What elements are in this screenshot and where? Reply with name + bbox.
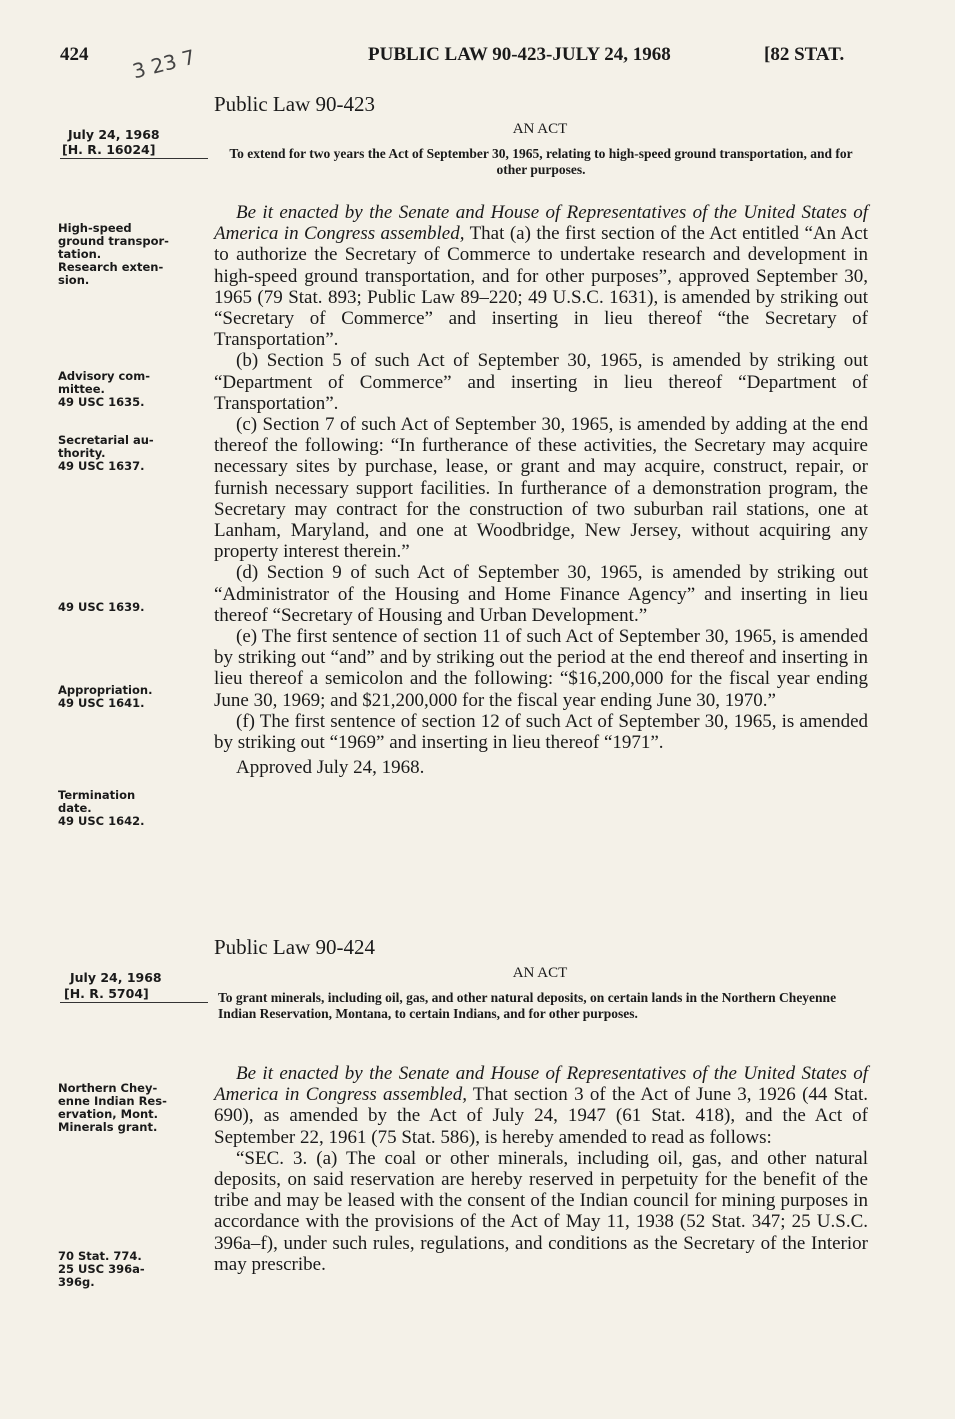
- sidenote-line: 396g.: [58, 1275, 95, 1289]
- law2-date: July 24, 1968: [70, 970, 162, 985]
- sidenote-line: ervation, Mont.: [58, 1107, 159, 1121]
- law1-sidenote-research: [58, 222, 186, 287]
- law2-bill: [H. R. 5704]: [64, 986, 149, 1001]
- sidenote-line: thority.: [58, 446, 106, 460]
- law2-para-1: That section 3 of the Act of June 3, 1926 (44 Stat. 690), as amended by the Act of July 24, 1947 (61 Stat. 418), and the Act of September 22, 1961 (75 Stat. 586), is hereby amended to read as follows:: [214, 1084, 868, 1148]
- law1-bill: [H. R. 16024]: [62, 142, 156, 157]
- law1-date: July 24, 1968: [68, 127, 160, 142]
- law1-approved: Approved July 24, 1968.: [236, 757, 425, 779]
- sidenote-line: High-speed: [58, 221, 132, 235]
- sidenote-line: Northern Chey-: [58, 1081, 158, 1095]
- law2-act-label: AN ACT: [512, 965, 568, 981]
- volume-label: [82 STAT.: [764, 44, 845, 65]
- sidenote-line: tation.: [58, 247, 102, 261]
- law1-sidenote-advisory: [58, 370, 186, 409]
- sidenote-line: ground transpor-: [58, 234, 169, 248]
- law1-number: Public Law 90-423: [214, 92, 375, 116]
- sidenote-line: enne Indian Res-: [58, 1094, 167, 1108]
- sidenote-line: 25 USC 396a-: [58, 1262, 145, 1276]
- law1-para-f: (f) The first sentence of section 12 of such Act of September 30, 1965, is amended by striking out “1969” and inserting in lieu thereof “1971”.: [214, 710, 868, 754]
- enacting-italic: Be it enacted by the Senate and House of Representatives of the United States of America in Congress assembled,: [214, 202, 868, 245]
- law1-sidenote-termination: [58, 789, 186, 828]
- law1-title: To extend for two years the Act of September 30, 1965, relating to high-speed ground transportation, and for other purposes.: [229, 146, 853, 177]
- law1-body: [214, 202, 868, 778]
- law1-para-e: (e) The first sentence of section 11 of such Act of September 30, 1965, is amended by striking out “and” and by striking out the period at the end thereof and inserting in lieu thereof a semicolon and the following: “$16,200,000 for the fiscal year ending June 30, 1969; and $21,200,000 for the fiscal year ending June 30, 1970.”: [214, 626, 868, 711]
- law1-para-d: (d) Section 9 of such Act of September 30, 1965, is amended by striking out “Administrator of the Housing and Home Finance Agency” and inserting in lieu thereof “Secretary of Housing and Urban Development.”: [214, 562, 868, 626]
- law1-act-label: AN ACT: [512, 121, 568, 137]
- law1-sidenote-1639: [58, 601, 186, 614]
- law1-para-c: (c) Section 7 of such Act of September 30, 1965, is amended by adding at the end thereof the following: “In furtherance of these activities, the Secretary may acquire necessary sites by purchase, lease, or grant and may acquire, construct, repair, or furnish necessary support facilities. In furtherance of a demonstration program, the Secretary may contract for the construction of two suburban rail stations, one at Lanham, Maryland, and one at Woodbridge, New Jersey, without acquiring any property interest therein.”: [214, 414, 868, 563]
- sidenote-line: 49 USC 1641.: [58, 696, 145, 710]
- sidenote-line: 49 USC 1637.: [58, 459, 145, 473]
- law2-sidenote-stat: [58, 1250, 186, 1289]
- sidenote-line: Appropriation.: [58, 683, 153, 697]
- law1-para-b: (b) Section 5 of such Act of September 30, 1965, is amended by striking out “Department of Commerce” and inserting in lieu thereof “Department of Transportation”.: [214, 350, 868, 414]
- enacting-italic: Be it enacted by the Senate and House of Representatives of the United States of America in Congress assembled,: [214, 1063, 868, 1106]
- sidenote-line: 49 USC 1642.: [58, 814, 145, 828]
- law1-sidenote-secretarial: [58, 434, 186, 473]
- sidenote-line: Research exten-: [58, 260, 164, 274]
- law1-sidenote-appropriation: [58, 684, 186, 710]
- law2-number: Public Law 90-424: [214, 935, 375, 959]
- law2-para-2: “SEC. 3. (a) The coal or other minerals, including oil, gas, and other natural deposits, on said reservation are hereby reserved in perpetuity for the benefit of the tribe and may be leased with the consent of the Indian council for mining purposes in accordance with the provisions of the Act of May 11, 1938 (52 Stat. 347; 25 U.S.C. 396a–f), under such rules, regulations, and conditions as the Secretary of the Interior may prescribe.: [214, 1147, 868, 1275]
- sidenote-line: 49 USC 1639.: [58, 600, 145, 614]
- sidenote-line: Secretarial au-: [58, 433, 154, 447]
- sidenote-line: 70 Stat. 774.: [58, 1249, 142, 1263]
- handwritten-note: 3 23 7: [130, 44, 198, 84]
- running-title: PUBLIC LAW 90-423-JULY 24, 1968: [368, 44, 671, 65]
- law1-date-rule: [60, 158, 208, 159]
- sidenote-line: Termination: [58, 788, 136, 802]
- sidenote-line: date.: [58, 801, 92, 815]
- page-number: 424: [60, 44, 89, 65]
- sidenote-line: Advisory com-: [58, 369, 150, 383]
- sidenote-line: mittee.: [58, 382, 105, 396]
- law2-date-rule: [60, 1002, 208, 1003]
- law2-enacting-clause: [214, 1063, 868, 1148]
- sidenote-line: sion.: [58, 273, 90, 287]
- law2-title: To grant minerals, including oil, gas, and other natural deposits, on certain lands in the Northern Cheyenne Indian Reservation, Montana, to certain Indians, and for other purposes.: [218, 990, 837, 1021]
- law2-sidenote-reservation: [58, 1082, 186, 1134]
- law2-body: [214, 1063, 868, 1275]
- sidenote-line: 49 USC 1635.: [58, 395, 145, 409]
- sidenote-line: Minerals grant.: [58, 1120, 158, 1134]
- law1-para-a: That (a) the first section of the Act entitled “An Act to authorize the Secretary of Commerce to undertake research and development in high-speed ground transportation, and for other purposes”, approved September 30, 1965 (79 Stat. 893; Public Law 89–220; 49 U.S.C. 1631), is amended by striking out “Secretary of Commerce” and inserting in lieu thereof “the Secretary of Transportation”.: [214, 223, 868, 351]
- law1-enacting-clause: [214, 202, 868, 350]
